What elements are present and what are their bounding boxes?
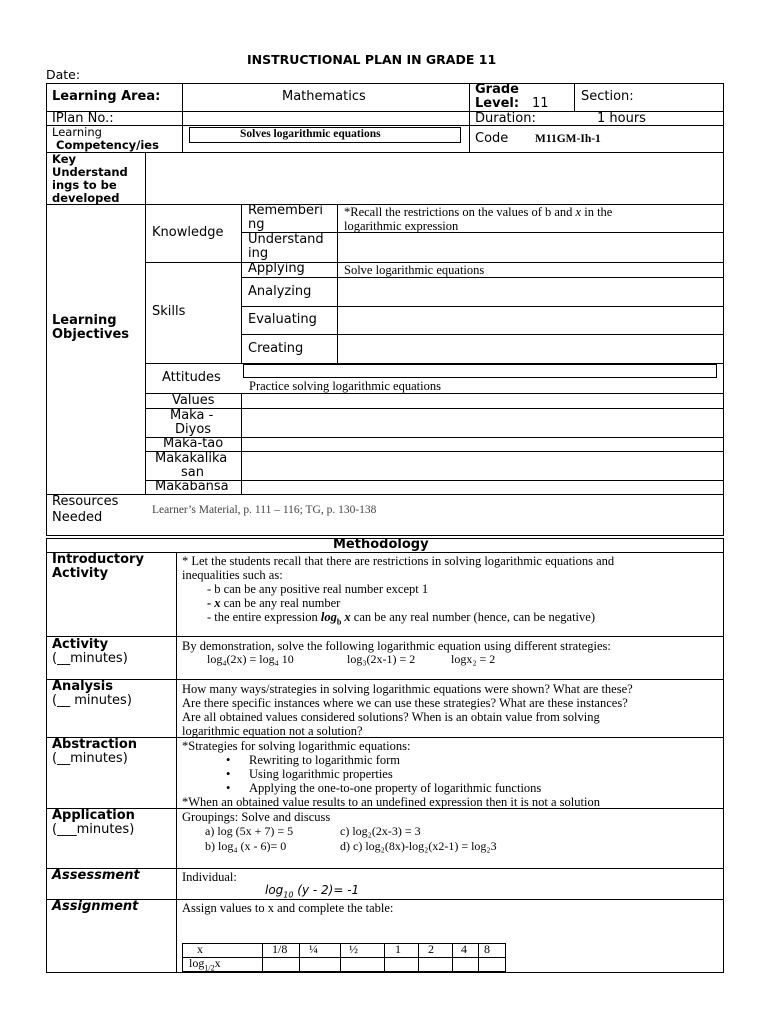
creating-label: Creating bbox=[248, 341, 304, 356]
grade-label: Grade bbox=[475, 82, 519, 97]
application-item-b: b) log₄ (x - 6)= 0 bbox=[205, 839, 287, 853]
competency-label: Learning bbox=[52, 125, 102, 139]
activity-minutes: (__minutes) bbox=[52, 651, 128, 666]
skills-label: Skills bbox=[152, 304, 186, 319]
assessment-label: Assessment bbox=[52, 868, 140, 883]
activity-equation-1: log₄(2x) = log₄ 10 bbox=[207, 652, 294, 666]
remembering-label: Rememberi bbox=[248, 203, 323, 218]
assessment-equation: $\log_{10} (y - 2)= -1$ bbox=[265, 883, 360, 900]
introductory-label: Introductory bbox=[52, 552, 144, 567]
analysis-line-2: Are there specific instances where we can use these strategies? What are these instances? bbox=[182, 696, 628, 710]
competency-label-2: Competency/ies bbox=[56, 138, 159, 152]
intro-text-5: - the entire expression $\log_b x$ can be any real number (hence, can be negative) bbox=[207, 610, 595, 627]
resources-label: Resources bbox=[52, 494, 119, 509]
table-row-label: $\log_{1/2}x$ bbox=[189, 956, 221, 973]
table-header-2: 2 bbox=[428, 942, 434, 956]
learning-objectives-label-2: Objectives bbox=[52, 327, 130, 342]
abstraction-label: Abstraction bbox=[52, 737, 138, 752]
analysis-line-1: How many ways/strategies in solving logarithmic equations were shown? What are these? bbox=[182, 682, 633, 696]
grade-value: 11 bbox=[532, 96, 549, 111]
date-label: Date: bbox=[46, 67, 81, 82]
key-understandings-label-4: developed bbox=[52, 191, 120, 205]
remembering-text: *Recall the restrictions on the values of b and x in the bbox=[344, 205, 613, 219]
applying-text: Solve logarithmic equations bbox=[344, 263, 485, 277]
resources-value: Learner’s Material, p. 111 – 116; TG, p. 130-138 bbox=[152, 504, 377, 516]
makabansa-label: Makabansa bbox=[155, 479, 229, 494]
evaluating-label: Evaluating bbox=[248, 312, 317, 327]
key-understandings-label-1: Key bbox=[52, 152, 77, 166]
intro-text-3: - b can be any positive real number except 1 bbox=[207, 582, 429, 596]
methodology-title: Methodology bbox=[333, 537, 429, 552]
activity-label: Activity bbox=[52, 637, 109, 652]
table-header-1-4: ¼ bbox=[309, 942, 318, 956]
abstraction-bullet-3: • Applying the one-to-one property of logarithmic functions bbox=[226, 781, 542, 795]
application-item-c: c) log₂(2x-3) = 3 bbox=[340, 824, 421, 838]
learning-objectives-label: Learning bbox=[52, 313, 117, 328]
application-label: Application bbox=[52, 808, 135, 823]
analyzing-label: Analyzing bbox=[248, 284, 312, 299]
table-header-8: 8 bbox=[484, 942, 490, 956]
abstraction-bullet-2: • Using logarithmic properties bbox=[226, 767, 393, 781]
application-intro: Groupings: Solve and discuss bbox=[182, 810, 331, 824]
iplan-label: IPlan No.: bbox=[52, 111, 114, 126]
key-understandings-label-2: Understand bbox=[52, 165, 128, 179]
abstraction-minutes: (__minutes) bbox=[52, 751, 128, 766]
table-header-1-8: 1/8 bbox=[272, 942, 288, 956]
maka-tao-label: Maka-tao bbox=[163, 436, 224, 451]
attitudes-label: Attitudes bbox=[162, 370, 221, 385]
makakalikasan-label-2: san bbox=[181, 465, 204, 480]
intro-text-4: - x can be any real number bbox=[207, 596, 341, 610]
analysis-line-3: Are all obtained values considered solutions? When is an obtain value from solving bbox=[182, 710, 600, 724]
duration-label: Duration: bbox=[475, 111, 536, 126]
assessment-text: Individual: bbox=[182, 870, 237, 884]
intro-text-1: * Let the students recall that there are restrictions in solving logarithmic equations and bbox=[182, 554, 615, 568]
code-value: M11GM-Ih-1 bbox=[535, 133, 601, 145]
understanding-label-2: ing bbox=[248, 246, 269, 261]
makakalikasan-label: Makakalika bbox=[155, 451, 228, 466]
activity-equation-3: logx₂ = 2 bbox=[451, 652, 496, 666]
analysis-minutes: (__ minutes) bbox=[52, 693, 132, 708]
key-understandings-label-3: ings to be bbox=[52, 178, 117, 192]
table-header-1: 1 bbox=[395, 942, 401, 956]
introductory-label-2: Activity bbox=[52, 566, 109, 581]
learning-area-value: Mathematics bbox=[282, 89, 366, 104]
knowledge-label: Knowledge bbox=[152, 225, 224, 240]
maka-diyos-label-2: Diyos bbox=[175, 422, 212, 437]
resources-label-2: Needed bbox=[52, 510, 103, 525]
application-minutes: (___minutes) bbox=[52, 822, 135, 837]
table-header-x: x bbox=[197, 942, 203, 956]
grade-level-label: Level: bbox=[475, 96, 520, 111]
application-item-a: a) log (5x + 7) = 5 bbox=[205, 824, 294, 838]
abstraction-intro: *Strategies for solving logarithmic equations: bbox=[182, 739, 411, 753]
attitudes-text: Practice solving logarithmic equations bbox=[249, 379, 441, 393]
application-item-d: d) c) log₂(8x)-log₂(x2-1) = log₂3 bbox=[340, 839, 497, 853]
understanding-label: Understand bbox=[248, 232, 324, 247]
competency-value: Solves logarithmic equations bbox=[240, 128, 381, 140]
analysis-line-4: logarithmic equation not a solution? bbox=[182, 724, 363, 738]
attitudes-box bbox=[243, 364, 717, 378]
assignment-text: Assign values to x and complete the table: bbox=[182, 901, 394, 915]
remembering-label-2: ng bbox=[248, 217, 265, 232]
applying-label: Applying bbox=[248, 261, 305, 276]
activity-text: By demonstration, solve the following logarithmic equation using different strategies: bbox=[182, 639, 611, 653]
duration-value: 1 hours bbox=[597, 111, 646, 126]
abstraction-note: *When an obtained value results to an undefined expression then it is not a solution bbox=[182, 795, 600, 809]
values-label: Values bbox=[172, 393, 215, 408]
page-title: INSTRUCTIONAL PLAN IN GRADE 11 bbox=[247, 52, 497, 67]
table-header-4: 4 bbox=[461, 942, 467, 956]
code-label: Code bbox=[475, 131, 509, 146]
abstraction-bullet-1: • Rewriting to logarithmic form bbox=[226, 753, 401, 767]
intro-text-2: inequalities such as: bbox=[182, 568, 283, 582]
section-label: Section: bbox=[581, 89, 634, 104]
analysis-label: Analysis bbox=[52, 679, 113, 694]
assignment-label: Assignment bbox=[52, 899, 139, 914]
table-header-1-2: ½ bbox=[349, 942, 358, 956]
maka-diyos-label: Maka - bbox=[170, 408, 214, 423]
learning-area-label: Learning Area: bbox=[52, 89, 161, 104]
remembering-text-2: logarithmic expression bbox=[344, 219, 459, 233]
activity-equation-2: log₃(2x-1) = 2 bbox=[347, 652, 416, 666]
